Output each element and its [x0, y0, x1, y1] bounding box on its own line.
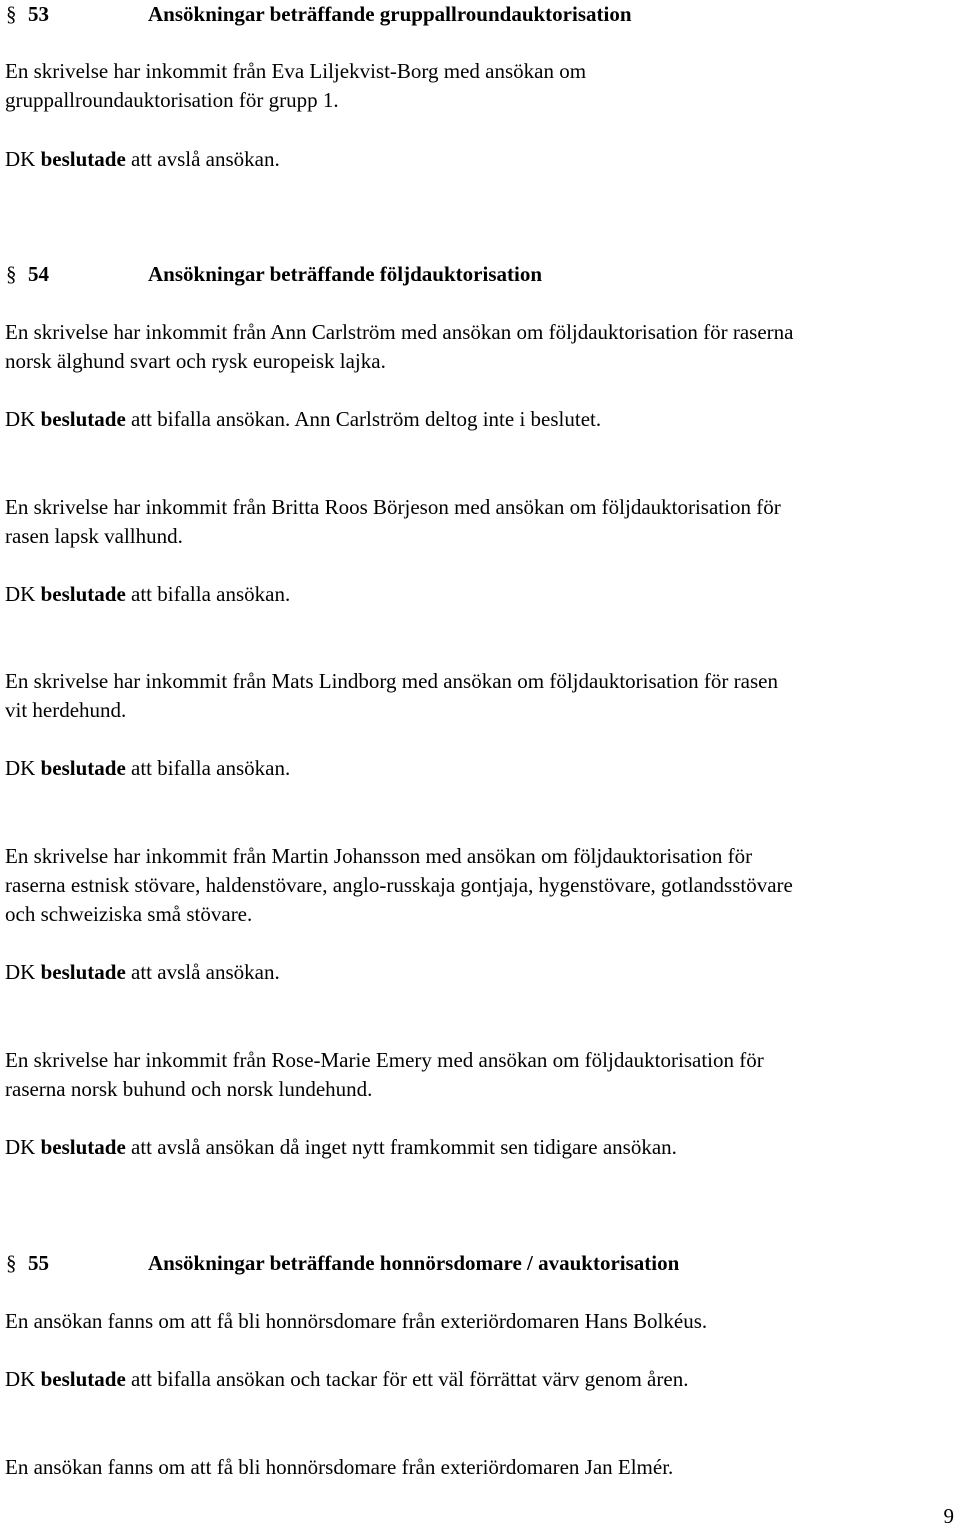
section-number: 53 [28, 2, 49, 26]
decision-text: att bifalla ansökan. [131, 756, 291, 780]
section-title: Ansökningar beträffande honnörsdomare / avauktorisation [148, 1251, 680, 1275]
section-title: Ansökningar beträffande följdauktorisation [148, 262, 542, 286]
decision-text: att avslå ansökan. [131, 960, 280, 984]
section-53-heading [6, 0, 906, 29]
decision-line [5, 405, 601, 434]
decision-subject: DK [5, 756, 36, 780]
decision-verb: beslutade [40, 1135, 126, 1159]
decision-text: att bifalla ansökan. [131, 582, 291, 606]
paragraph-line: En skrivelse har inkommit från Britta Roos Börjeson med ansökan om följdauktorisation för [5, 495, 781, 519]
decision-verb: beslutade [40, 960, 126, 984]
decision-verb: beslutade [40, 1367, 126, 1391]
paragraph-line: En skrivelse har inkommit från Rose-Marie Emery med ansökan om följdauktorisation för [5, 1048, 764, 1072]
section-number: 55 [28, 1251, 49, 1275]
decision-subject: DK [5, 147, 36, 171]
paragraph-line: raserna norsk buhund och norsk lundehund. [5, 1077, 373, 1101]
decision-line [5, 145, 280, 174]
decision-verb: beslutade [40, 147, 126, 171]
section-55-heading [6, 1249, 906, 1278]
decision-verb: beslutade [40, 756, 126, 780]
decision-subject: DK [5, 1135, 36, 1159]
paragraph-line: gruppallroundauktorisation för grupp 1. [5, 88, 339, 112]
decision-text: att bifalla ansökan och tackar för ett väl förrättat värv genom åren. [131, 1367, 689, 1391]
page-number: 9 [943, 1504, 954, 1528]
decision-line [5, 1133, 677, 1162]
section-symbol: § [6, 2, 17, 26]
section-symbol: § [6, 1251, 17, 1275]
decision-text: att avslå ansökan. [131, 147, 280, 171]
paragraph-line: norsk älghund svart och rysk europeisk lajka. [5, 349, 386, 373]
decision-line [5, 754, 290, 783]
decision-line [5, 580, 290, 609]
decision-subject: DK [5, 582, 36, 606]
paragraph-line: vit herdehund. [5, 698, 127, 722]
paragraph-line: En skrivelse har inkommit från Ann Carlström med ansökan om följdauktorisation för raserna [5, 320, 794, 344]
decision-text: att bifalla ansökan. Ann Carlström deltog inte i beslutet. [131, 407, 602, 431]
paragraph-line: och schweiziska små stövare. [5, 902, 253, 926]
paragraph-line: En ansökan fanns om att få bli honnörsdomare från exteriördomaren Jan Elmér. [5, 1455, 674, 1479]
section-title: Ansökningar beträffande gruppallroundauktorisation [148, 2, 632, 26]
decision-line [5, 958, 280, 987]
section-number: 54 [28, 262, 49, 286]
section-symbol: § [6, 262, 17, 286]
paragraph-line: raserna estnisk stövare, haldenstövare, anglo-russkaja gontjaja, hygenstövare, gotlandsstövare [5, 873, 793, 897]
paragraph-line: En ansökan fanns om att få bli honnörsdomare från exteriördomaren Hans Bolkéus. [5, 1309, 708, 1333]
decision-subject: DK [5, 1367, 36, 1391]
paragraph-line: En skrivelse har inkommit från Eva Liljekvist-Borg med ansökan om [5, 59, 587, 83]
decision-verb: beslutade [40, 582, 126, 606]
decision-verb: beslutade [40, 407, 126, 431]
paragraph-line: En skrivelse har inkommit från Mats Lindborg med ansökan om följdauktorisation för rasen [5, 669, 778, 693]
decision-text: att avslå ansökan då inget nytt framkommit sen tidigare ansökan. [131, 1135, 677, 1159]
decision-subject: DK [5, 407, 36, 431]
decision-subject: DK [5, 960, 36, 984]
paragraph-line: rasen lapsk vallhund. [5, 524, 183, 548]
decision-line [5, 1365, 688, 1394]
paragraph-line: En skrivelse har inkommit från Martin Johansson med ansökan om följdauktorisation för [5, 844, 753, 868]
section-54-heading [6, 260, 906, 289]
